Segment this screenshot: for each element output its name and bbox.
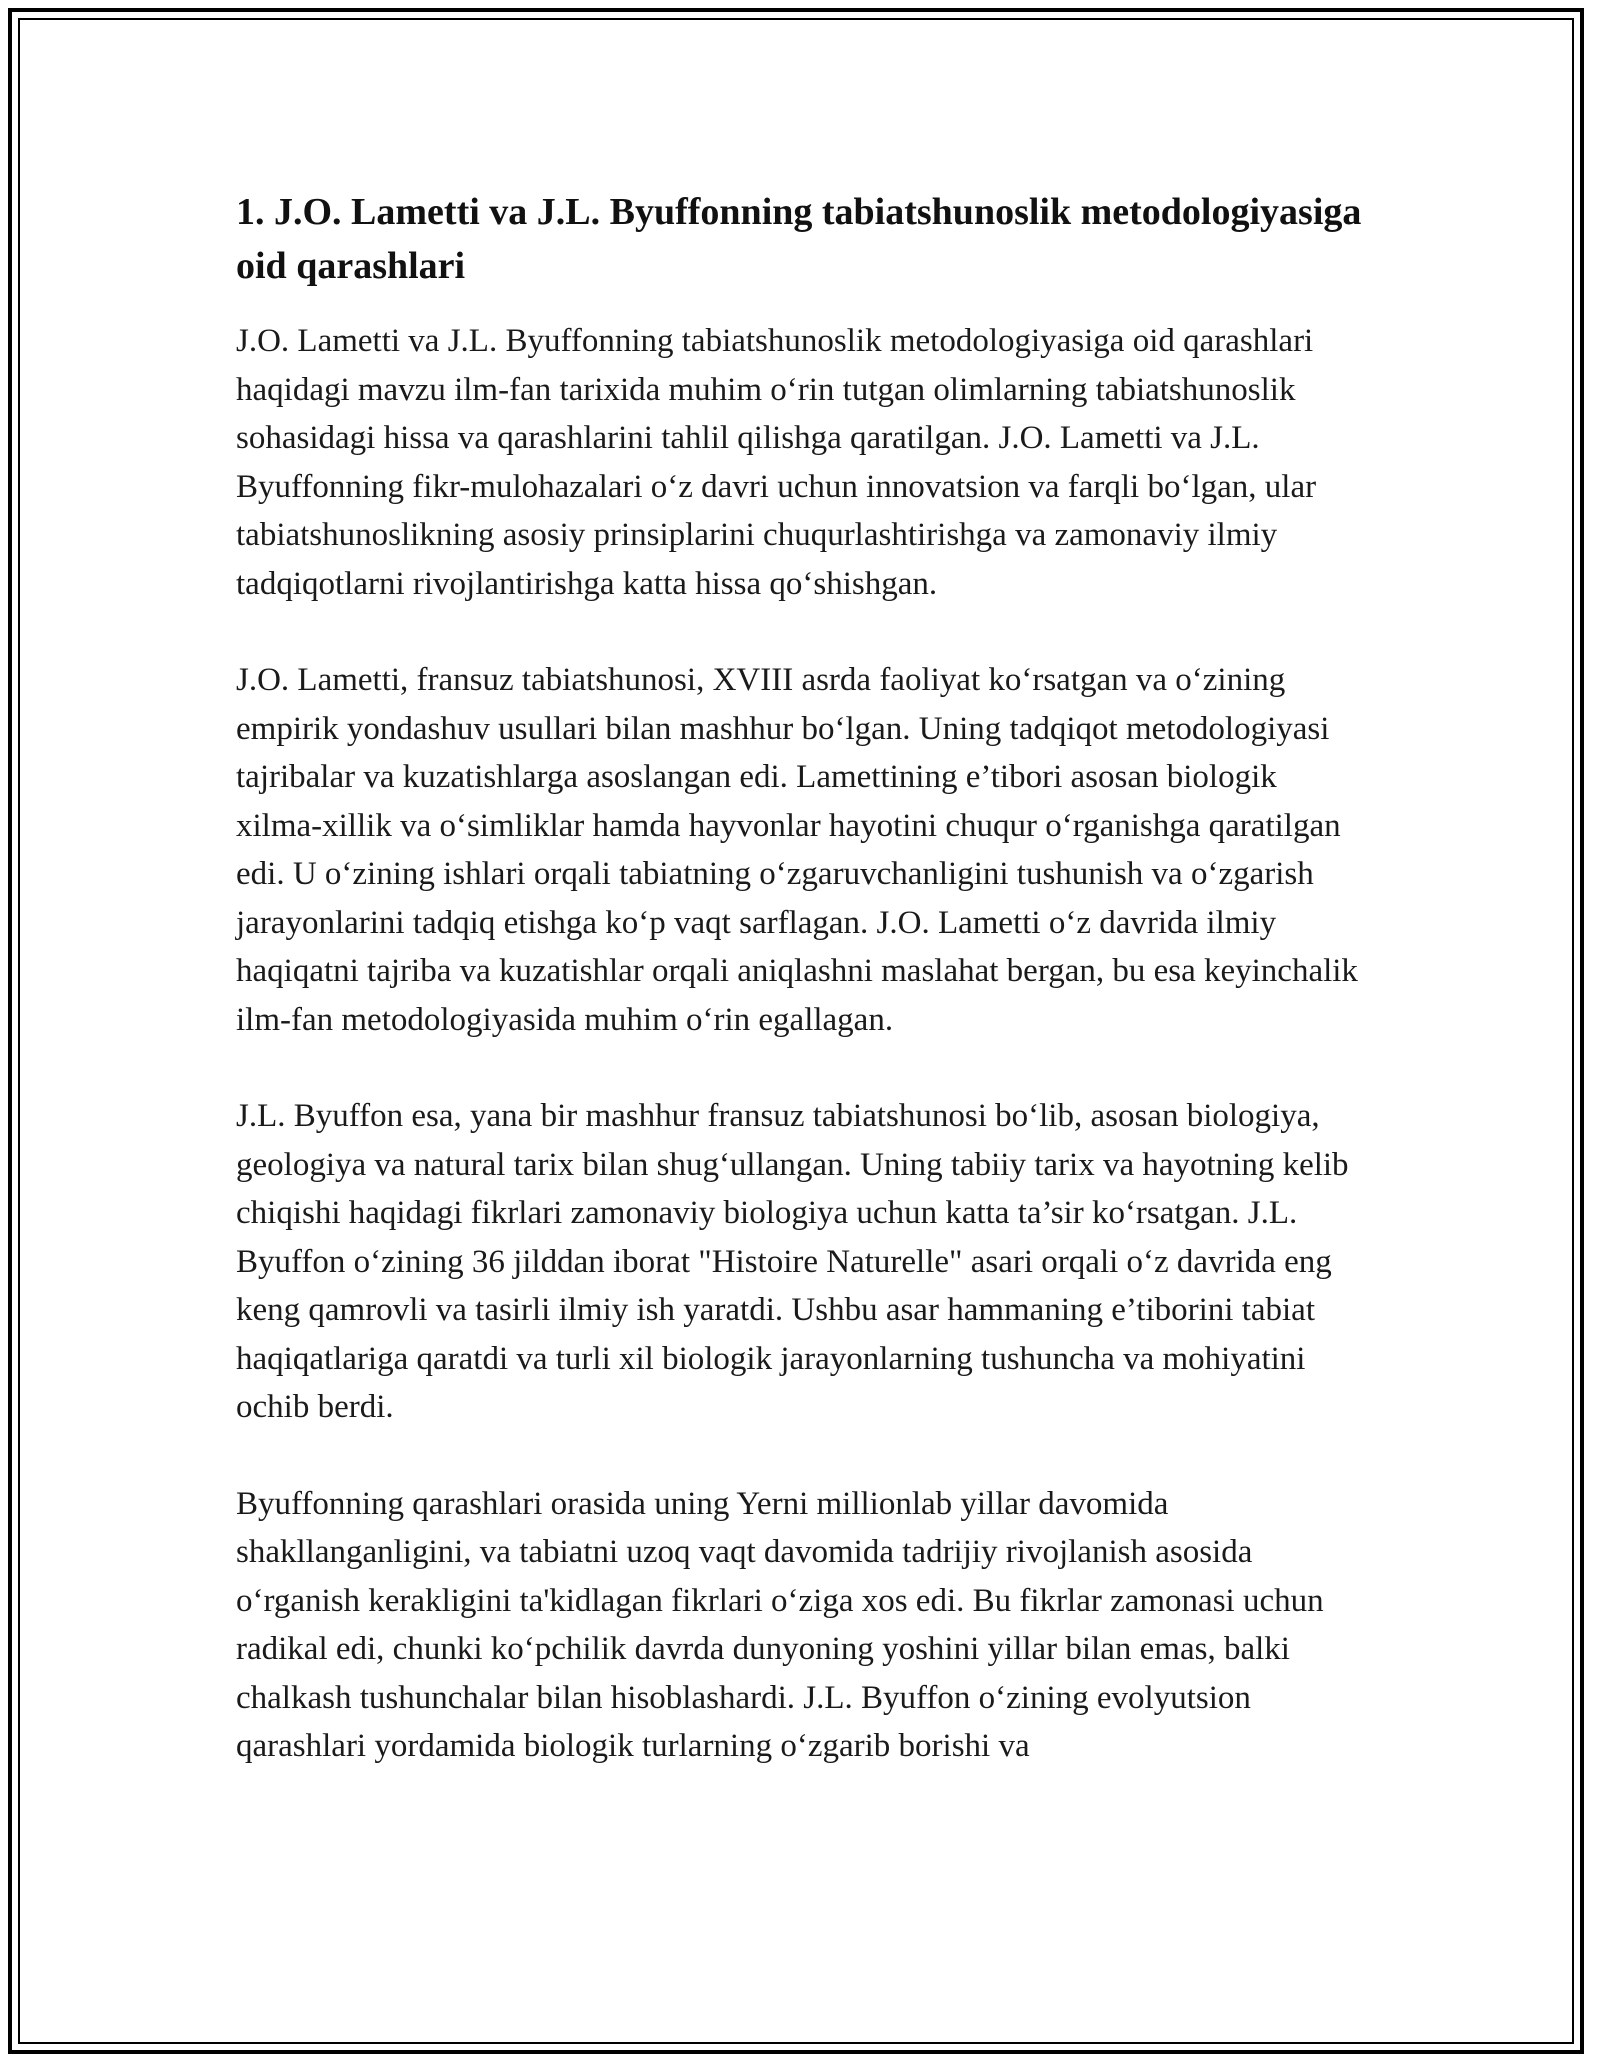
paragraph-1: J.O. Lametti va J.L. Byuffonning tabiatshunoslik metodologiyasiga oid qarashlari haqidagi mavzu ilm-fan tarixida muhim o‘rin tutgan olimlarning tabiatshunoslik sohasidagi hissa va qarashlarini tahlil qilishga qaratilgan. J.O. Lametti va J.L. Byuffonning fikr-mulohazalari o‘z davri uchun innovatsion va farqli bo‘lgan, ular tabiatshunoslikning asosiy prinsiplarini chuqurlashtirishga va zamonaviy ilmiy tadqiqotlarni rivojlantirishga katta hissa qo‘shishgan. [236,323,1317,602]
section-heading: 1. J.O. Lametti va J.L. Byuffonning tabiatshunoslik metodologiyasiga oid qarashlari [236,191,1362,287]
paragraph-4: Byuffonning qarashlari orasida uning Yerni millionlab yillar davomida shakllanganligini, va tabiatni uzoq vaqt davomida tadrijiy rivojlanish asosida o‘rganish kerakligini ta'kidlagan fikrlari o‘ziga xos edi. Bu fikrlar zamonasi uchun radikal edi, chunki ko‘pchilik davrda dunyoning yoshini yillar bilan emas, balki chalkash tushunchalar bilan hisoblashardi. J.L. Byuffon o‘zining evolyutsion qarashlari yordamida biologik turlarning o‘zgarib borishi va [236,1485,1324,1764]
paragraph-3: J.L. Byuffon esa, yana bir mashhur fransuz tabiatshunosi bo‘lib, asosan biologiya, geologiya va natural tarix bilan shug‘ullangan. Uning tabiiy tarix va hayotning kelib chiqishi haqidagi fikrlari zamonaviy biologiya uchun katta ta’sir ko‘rsatgan. J.L. Byuffon o‘zining 36 jilddan iborat "Histoire Naturelle" asari orqali o‘z davrida eng keng qamrovli va tasirli ilmiy ish yaratdi. Ushbu asar hammaning e’tiborini tabiat haqiqatlariga qaratdi va turli xil biologik jarayonlarning tushuncha va mohiyatini ochib berdi. [236,1098,1349,1425]
document-page [236,185,1371,1819]
paragraph-2: J.O. Lametti, fransuz tabiatshunosi, XVIII asrda faoliyat ko‘rsatgan va o‘zining empirik yondashuv usullari bilan mashhur bo‘lgan. Uning tadqiqot metodologiyasi tajribalar va kuzatishlarga asoslangan edi. Lamettining e’tibori asosan biologik xilma-xillik va o‘simliklar hamda hayvonlar hayotini chuqur o‘rganishga qaratilgan edi. U o‘zining ishlari orqali tabiatning o‘zgaruvchanligini tushunish va o‘zgarish jarayonlarini tadqiq etishga ko‘p vaqt sarflagan. J.O. Lametti o‘z davrida ilmiy haqiqatni tajriba va kuzatishlar orqali aniqlashni maslahat bergan, bu esa keyinchalik ilm-fan metodologiyasida muhim o‘rin egallagan. [236,662,1358,1038]
